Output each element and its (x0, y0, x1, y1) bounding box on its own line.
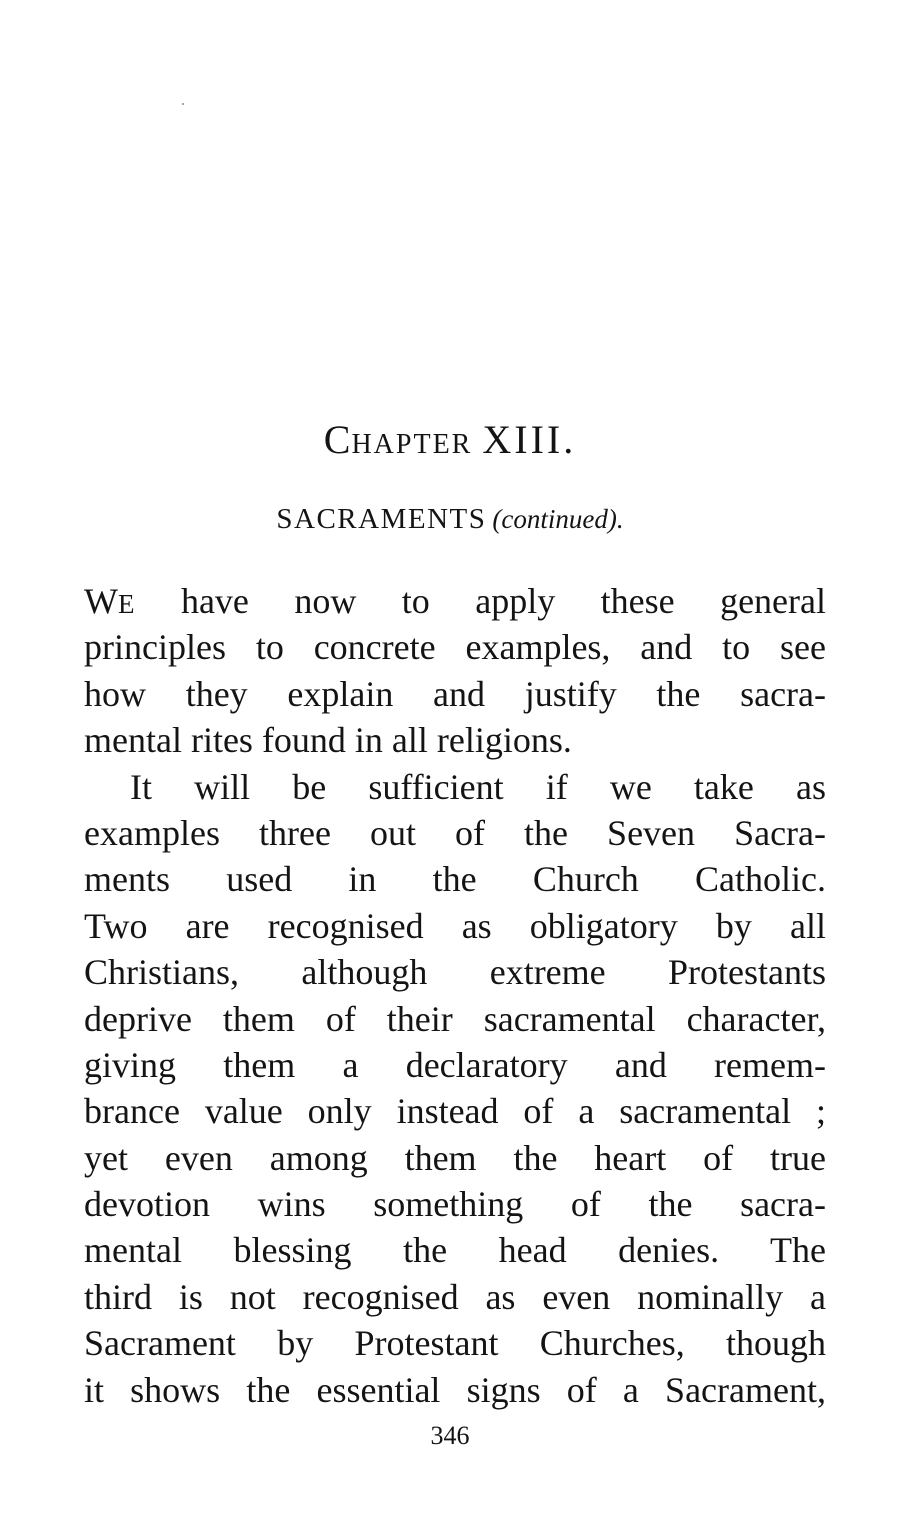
paragraph-2-line-14: it shows the essential signs of a Sacrament, (84, 1369, 826, 1410)
dropcap-initial: W (84, 581, 118, 621)
paragraph-2-line-6: deprive them of their sacramental character, (84, 998, 826, 1039)
paragraph-2-line-10: devotion wins something of the sacra- (84, 1184, 826, 1225)
section-subtitle: (continued). (492, 504, 624, 534)
body-text (84, 578, 826, 1413)
paragraph-2-line-8: brance value only instead of a sacramental ; (84, 1091, 826, 1132)
page-number: 346 (430, 1421, 470, 1450)
paragraph-2-line-9: yet even among them the heart of true (84, 1137, 826, 1178)
section-heading (0, 503, 900, 536)
paragraph-2-line-4: Two are recognised as obligatory by all (84, 905, 826, 946)
dropcap-rest: E (117, 589, 136, 619)
paragraph-2-line-2: examples three out of the Seven Sacra- (84, 812, 826, 853)
paragraph-1-line-1-text: have now to apply these general (180, 581, 826, 621)
paragraph-1-line-2: principles to concrete examples, and to see (84, 627, 826, 668)
paragraph-2-line-3: ments used in the Church Catholic. (84, 859, 826, 900)
paragraph-1-line-3: how they explain and justify the sacra- (84, 673, 826, 714)
scan-speck (182, 103, 184, 105)
chapter-label-rest: HAPTER (351, 429, 473, 460)
chapter-heading (0, 416, 900, 463)
chapter-label-initial: C (323, 417, 352, 462)
paragraph-2-line-5: Christians, although extreme Protestants (84, 952, 826, 993)
paragraph-2-line-7: giving them a declaratory and remem- (84, 1044, 826, 1085)
section-title: SACRAMENTS (276, 503, 487, 535)
paragraph-2-line-13: Sacrament by Protestant Churches, though (84, 1323, 826, 1364)
paragraph-2-line-11: mental blessing the head denies. The (84, 1230, 826, 1271)
paragraph-1-line-1 (84, 578, 826, 624)
paragraph-1-line-4: mental rites found in all religions. (84, 720, 572, 761)
paragraph-2-line-12: third is not recognised as even nominally a (84, 1276, 826, 1317)
chapter-numeral: XIII. (482, 417, 577, 462)
paragraph-2-line-1: It will be sufficient if we take as (130, 766, 826, 807)
